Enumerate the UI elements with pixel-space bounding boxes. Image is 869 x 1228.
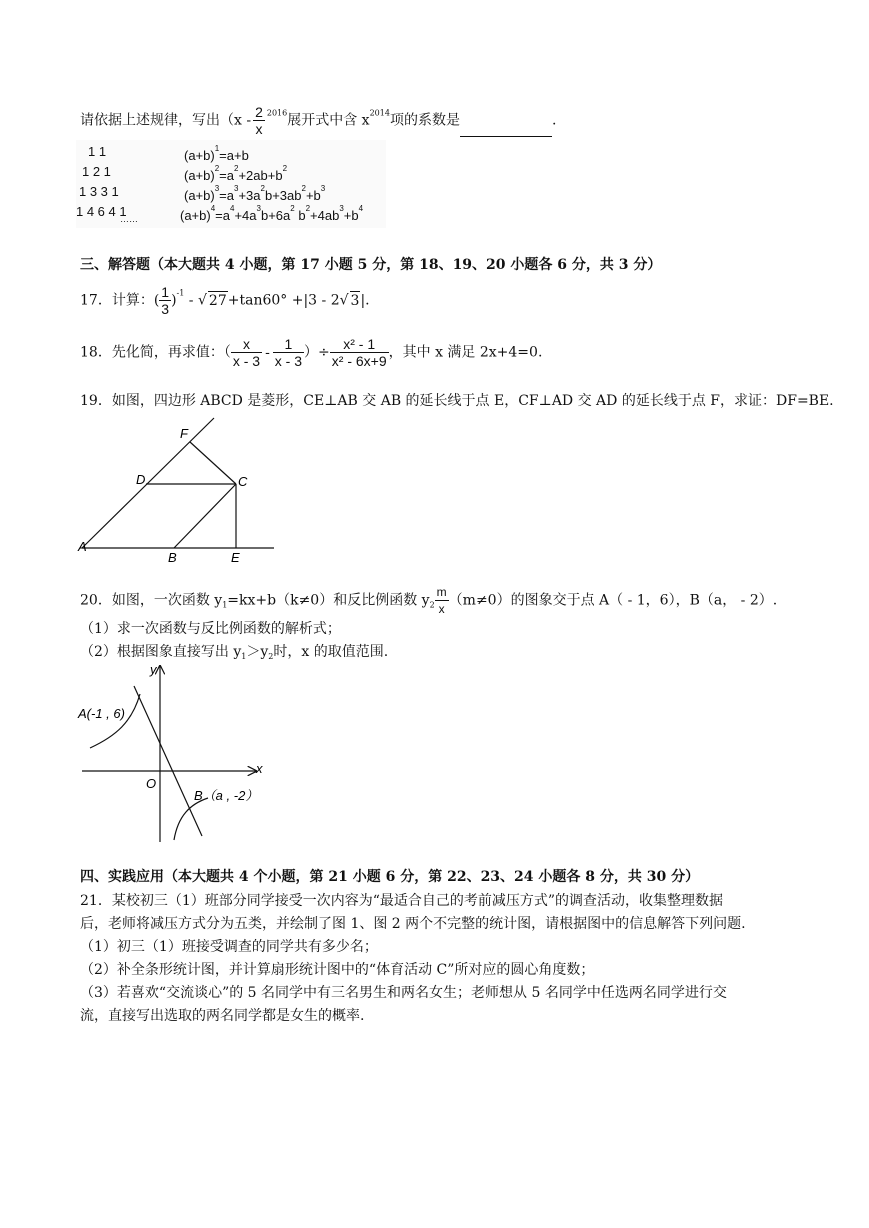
pascal-row-3: 1 3 3 1 bbox=[79, 184, 119, 199]
hyperbola-left bbox=[90, 694, 140, 748]
pascal-row-1: 1 1 bbox=[88, 144, 107, 159]
point-a-label: A(-1 , 6) bbox=[78, 706, 125, 721]
q21-line-6: 流，直接写出选取的两名同学都是女生的概率. bbox=[80, 1008, 365, 1024]
line-ad bbox=[82, 418, 214, 548]
pascal-row-4: 1 4 6 4 1 bbox=[76, 204, 127, 219]
q16-line bbox=[80, 104, 556, 137]
q18-frac-2: $\frac{1}{x - 3}$ bbox=[274, 336, 303, 369]
axis-x-label: x bbox=[256, 761, 263, 776]
q16-exp1: 2016 bbox=[266, 108, 288, 118]
q20: 20．如图，一次函数 $y_1=kx+b(k\ne 0)$和反比例函数 $y_2$ $\frac{m}{x}$ （m≠0）的图象交于点 A（ - 1，6），B（a， - 2）. bbox=[80, 585, 778, 616]
point-b-label: B（a , -2） bbox=[194, 788, 259, 803]
label-c: C bbox=[238, 474, 248, 489]
q18-frac-3: $\frac{\text{x² - 1}}{\text{x² - 6x+9}}$ bbox=[331, 336, 387, 369]
q18: 18．先化简，再求值：（ $\frac{x}{x - 3}$ - $\frac{1}{x - 3}$ ）÷ $\frac{\text{x² - 1}}{\text{x² - 6x+9}}$ ，其中 x 满足 2x+4=0. bbox=[80, 336, 543, 369]
q20-sub1: （1）求一次函数与反比例函数的解析式； bbox=[80, 621, 341, 637]
q16-end: . bbox=[551, 112, 557, 129]
q17-fraction: $\frac{1}{3}$ bbox=[161, 284, 170, 317]
q16-mid: 展开式中含 x bbox=[287, 112, 370, 129]
q16-exp2: 2014 bbox=[369, 108, 390, 118]
q21-line-5: （3）若喜欢“交流谈心”的 5 名同学中有三名男生和两名女生；老师想从 5 名同学中任选两名同学进行交 bbox=[80, 985, 727, 1001]
section-3-title: 三、解答题（本大题共 4 小题，第 17 小题 5 分，第 18、19、20 小题各 6 分，共 3 分） bbox=[80, 257, 662, 273]
section-4-title: 四、实践应用（本大题共 4 个小题，第 21 小题 6 分，第 22、23、24 小题各 8 分，共 30 分） bbox=[80, 869, 700, 885]
pascal-figure bbox=[76, 140, 386, 228]
q20-fraction: $\frac{m}{x}$ bbox=[436, 585, 447, 616]
q16-frac-num: 2 bbox=[255, 104, 263, 120]
q17-sqrt: 27 bbox=[208, 292, 227, 309]
q18-label: 18．先化简，再求值：（ bbox=[80, 344, 231, 361]
q17-sqrt2: 3 bbox=[350, 292, 360, 309]
line-cf bbox=[190, 442, 236, 484]
q17-label: 17．计算：( bbox=[80, 292, 160, 309]
q16-frac-den: x bbox=[255, 121, 263, 137]
q21-line-4: （2）补全条形统计图，并计算扇形统计图中的“体育活动 C”所对应的圆心角度数； bbox=[80, 962, 595, 978]
q19-text: 19．如图，四边形 ABCD 是菱形，CE⊥AB 交 AB 的延长线于点 E，CF⊥AD 交 AD 的延长线于点 F，求证：DF=BE. bbox=[80, 393, 834, 409]
q16-suffix: 项的系数是 bbox=[389, 112, 460, 129]
pascal-formula-2: $(a+b)^2=a^2+2ab+b^2$ bbox=[184, 164, 288, 183]
label-d: D bbox=[136, 472, 146, 487]
q16-fraction bbox=[253, 104, 265, 137]
line-bc bbox=[174, 484, 236, 548]
pascal-formula-3: $(a+b)^3=a^3+3a^2b+3ab^2+b^3$ bbox=[184, 184, 326, 203]
pascal-dots: …… bbox=[120, 214, 138, 224]
label-b: B bbox=[168, 550, 177, 565]
q21-line-1: 21．某校初三（1）班部分同学接受一次内容为“最适合自己的考前减压方式”的调查活动，收集整理数据 bbox=[80, 893, 724, 909]
q21-line-3: （1）初三（1）班接受调查的同学共有多少名； bbox=[80, 939, 378, 955]
pascal-row-2: 1 2 1 bbox=[82, 164, 111, 179]
q16-prefix: 请依据上述规律，写出（x - bbox=[80, 112, 252, 129]
q18-frac-1: $\frac{x}{x - 3}$ bbox=[232, 336, 261, 369]
pascal-formula-1: $(a+b)^1=a+b$ bbox=[184, 144, 249, 163]
q20-graph bbox=[76, 660, 276, 845]
label-e: E bbox=[231, 550, 240, 565]
axis-y-label: y bbox=[150, 662, 157, 677]
label-a: A bbox=[78, 539, 87, 554]
origin-label: O bbox=[146, 776, 157, 791]
pascal-formula-4: $(a+b)^4=a^4+4a^3b+6a^2$ $b^2+4ab^3+b^4$ bbox=[180, 204, 364, 223]
answer-blank[interactable] bbox=[460, 122, 552, 137]
label-f: F bbox=[180, 426, 188, 441]
q17-exp: -1 bbox=[176, 288, 185, 298]
hyperbola-right bbox=[174, 798, 208, 840]
linear-function bbox=[134, 686, 202, 836]
q21-line-2: 后，老师将减压方式分为五类，并绘制了图 1、图 2 两个不完整的统计图，请根据图中的信息解答下列问题. bbox=[80, 916, 746, 932]
q20-sub2: （2）根据图象直接写出 $y_1>y_2$时，x 的取值范围. bbox=[80, 644, 389, 661]
q17: 17．计算：( $\frac{1}{3}$ )$^{-1}$ - √ 27+tan60° +|3 - 2√ 3|. bbox=[80, 284, 370, 317]
q19-figure bbox=[76, 414, 276, 566]
